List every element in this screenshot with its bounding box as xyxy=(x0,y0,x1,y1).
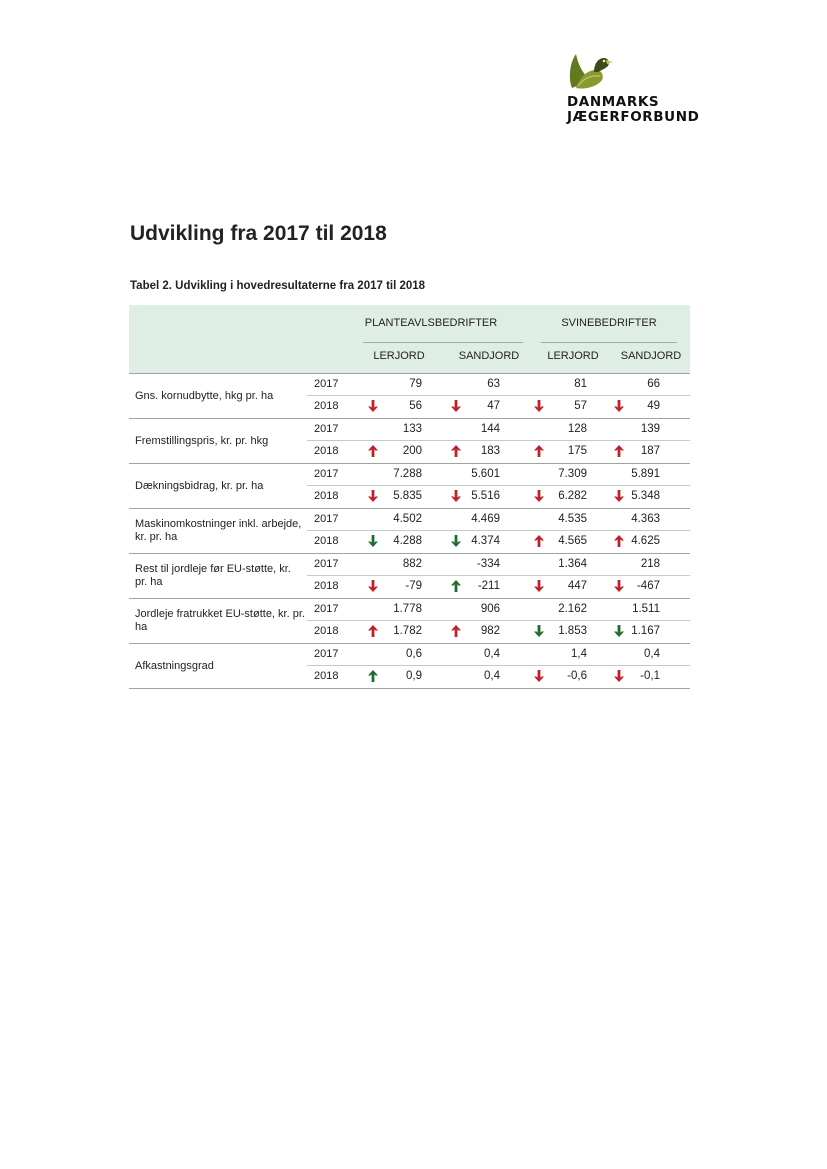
table-header xyxy=(129,305,690,373)
arrow-down-icon xyxy=(613,624,625,638)
trend-indicator xyxy=(533,444,545,458)
table-row xyxy=(307,486,690,508)
arrow-up-icon xyxy=(450,444,462,458)
table-row xyxy=(307,509,690,531)
arrow-down-icon xyxy=(367,534,379,548)
arrow-down-icon xyxy=(613,579,625,593)
subheader-sandjord-2: SANDJORD xyxy=(620,350,682,362)
trend-indicator xyxy=(450,444,462,458)
trend-indicator xyxy=(533,669,545,683)
value-cell: 4.565 xyxy=(558,535,587,547)
trend-indicator xyxy=(613,444,625,458)
value-cell: 1.853 xyxy=(558,625,587,637)
year-cell: 2018 xyxy=(314,490,339,502)
value-cell: 1,4 xyxy=(571,648,587,660)
table-row-group xyxy=(129,599,690,644)
brand-logo xyxy=(566,48,706,128)
group-header-svin: SVINEBEDRIFTER xyxy=(561,317,657,329)
year-cell: 2018 xyxy=(314,670,339,682)
value-cell: 66 xyxy=(647,378,660,390)
table-row xyxy=(307,464,690,486)
arrow-down-icon xyxy=(533,624,545,638)
year-cell: 2018 xyxy=(314,400,339,412)
value-cell: 5.891 xyxy=(631,468,660,480)
arrow-down-icon xyxy=(533,489,545,503)
brand-line-1: DANMARKS xyxy=(567,94,660,110)
trend-indicator xyxy=(533,489,545,503)
year-cell: 2017 xyxy=(314,648,339,660)
value-cell: -79 xyxy=(405,580,422,592)
value-cell: 187 xyxy=(640,445,660,457)
value-cell: 5.516 xyxy=(471,490,500,502)
arrow-up-icon xyxy=(450,579,462,593)
table-body xyxy=(129,373,690,689)
value-cell: 1.511 xyxy=(632,603,660,615)
trend-indicator xyxy=(450,579,462,593)
value-cell: 144 xyxy=(480,423,500,435)
arrow-up-icon xyxy=(613,444,625,458)
table-row xyxy=(307,644,690,666)
value-cell: 183 xyxy=(480,445,500,457)
table-row xyxy=(307,419,690,441)
value-cell: 56 xyxy=(409,400,422,412)
trend-indicator xyxy=(613,534,625,548)
row-label: Rest til jordleje før EU-støtte, kr. pr. ha xyxy=(135,563,291,588)
value-cell: 175 xyxy=(567,445,587,457)
trend-indicator xyxy=(613,489,625,503)
table-row-group xyxy=(129,419,690,464)
year-cell: 2018 xyxy=(314,535,339,547)
year-cell: 2017 xyxy=(314,513,339,525)
table-row xyxy=(307,666,690,688)
arrow-up-icon xyxy=(533,534,545,548)
row-label: Jordleje fratrukket EU-støtte, kr. pr. ha xyxy=(135,608,305,633)
value-cell: 7.309 xyxy=(558,468,587,480)
trend-indicator xyxy=(533,399,545,413)
arrow-up-icon xyxy=(533,444,545,458)
value-cell: 4.625 xyxy=(631,535,660,547)
table-row-group xyxy=(129,464,690,509)
value-cell: 0,4 xyxy=(484,670,500,682)
value-cell: 447 xyxy=(567,580,587,592)
page-title: Udvikling fra 2017 til 2018 xyxy=(130,222,387,245)
arrow-down-icon xyxy=(533,579,545,593)
year-cell: 2017 xyxy=(314,468,339,480)
table-row xyxy=(307,621,690,643)
row-label: Maskinomkostninger inkl. arbejde, kr. pr. ha xyxy=(135,518,302,543)
arrow-down-icon xyxy=(367,579,379,593)
value-cell: -0,1 xyxy=(640,670,660,682)
value-cell: 0,4 xyxy=(644,648,660,660)
group-underline xyxy=(363,342,523,343)
arrow-up-icon xyxy=(450,624,462,638)
table-row xyxy=(307,554,690,576)
value-cell: 4.535 xyxy=(558,513,587,525)
arrow-down-icon xyxy=(613,399,625,413)
value-cell: 81 xyxy=(574,378,587,390)
subheader-lerjord-1: LERJORD xyxy=(373,350,425,362)
value-cell: 4.363 xyxy=(631,513,660,525)
value-cell: 0,6 xyxy=(406,648,422,660)
trend-indicator xyxy=(533,624,545,638)
trend-indicator xyxy=(613,399,625,413)
arrow-down-icon xyxy=(533,399,545,413)
arrow-down-icon xyxy=(367,489,379,503)
table-row xyxy=(307,576,690,598)
value-cell: 133 xyxy=(402,423,422,435)
arrow-down-icon xyxy=(450,534,462,548)
arrow-down-icon xyxy=(613,669,625,683)
value-cell: 982 xyxy=(480,625,500,637)
trend-indicator xyxy=(613,579,625,593)
duck-logo-icon xyxy=(566,48,614,94)
value-cell: 5.348 xyxy=(631,490,660,502)
trend-indicator xyxy=(533,579,545,593)
trend-indicator xyxy=(367,444,379,458)
arrow-down-icon xyxy=(367,399,379,413)
value-cell: -0,6 xyxy=(567,670,587,682)
value-cell: 5.835 xyxy=(393,490,422,502)
value-cell: 47 xyxy=(487,400,500,412)
group-underline xyxy=(541,342,677,343)
value-cell: 0,9 xyxy=(406,670,422,682)
trend-indicator xyxy=(533,534,545,548)
arrow-down-icon xyxy=(450,399,462,413)
year-cell: 2018 xyxy=(314,580,339,592)
value-cell: 6.282 xyxy=(558,490,587,502)
value-cell: 200 xyxy=(402,445,422,457)
subheader-lerjord-2: LERJORD xyxy=(547,350,599,362)
value-cell: -211 xyxy=(477,580,500,592)
value-cell: 906 xyxy=(480,603,500,615)
value-cell: 49 xyxy=(647,400,660,412)
value-cell: 139 xyxy=(640,423,660,435)
year-cell: 2017 xyxy=(314,423,339,435)
value-cell: 57 xyxy=(574,400,587,412)
trend-indicator xyxy=(450,624,462,638)
year-cell: 2018 xyxy=(314,445,339,457)
trend-indicator xyxy=(450,534,462,548)
value-cell: 4.502 xyxy=(393,513,422,525)
value-cell: 2.162 xyxy=(558,603,587,615)
trend-indicator xyxy=(450,399,462,413)
arrow-up-icon xyxy=(367,444,379,458)
value-cell: 4.469 xyxy=(471,513,500,525)
value-cell: 63 xyxy=(487,378,500,390)
year-cell: 2017 xyxy=(314,378,339,390)
value-cell: 1.782 xyxy=(393,625,422,637)
value-cell: 4.374 xyxy=(471,535,500,547)
value-cell: -334 xyxy=(476,558,500,570)
table-row-group xyxy=(129,554,690,599)
row-label: Fremstillingspris, kr. pr. hkg xyxy=(135,434,269,447)
value-cell: 4.288 xyxy=(393,535,422,547)
trend-indicator xyxy=(450,489,462,503)
table-caption: Tabel 2. Udvikling i hovedresultaterne fra 2017 til 2018 xyxy=(130,280,426,292)
value-cell: 1.778 xyxy=(393,603,422,615)
value-cell: 882 xyxy=(402,558,422,570)
value-cell: 1.364 xyxy=(558,558,587,570)
trend-indicator xyxy=(367,534,379,548)
subheader-sandjord-1: SANDJORD xyxy=(458,350,520,362)
year-cell: 2017 xyxy=(314,603,339,615)
value-cell: 79 xyxy=(409,378,422,390)
value-cell: 5.601 xyxy=(471,468,500,480)
row-label: Afkastningsgrad xyxy=(135,659,214,672)
value-cell: 218 xyxy=(640,558,660,570)
value-cell: -467 xyxy=(636,580,660,592)
trend-indicator xyxy=(367,399,379,413)
value-cell: 1.167 xyxy=(631,625,660,637)
table-row-group xyxy=(129,644,690,689)
table-row xyxy=(307,396,690,418)
year-cell: 2017 xyxy=(314,558,339,570)
group-header-planteavl: PLANTEAVLSBEDRIFTER xyxy=(364,317,498,329)
year-cell: 2018 xyxy=(314,625,339,637)
arrow-up-icon xyxy=(367,624,379,638)
arrow-down-icon xyxy=(450,489,462,503)
arrow-up-icon xyxy=(613,534,625,548)
row-label: Dækningsbidrag, kr. pr. ha xyxy=(135,479,264,492)
brand-wordmark xyxy=(567,95,699,125)
brand-line-2: JÆGERFORBUND xyxy=(567,109,700,125)
arrow-up-icon xyxy=(367,669,379,683)
value-cell: 0,4 xyxy=(484,648,500,660)
row-label: Gns. kornudbytte, hkg pr. ha xyxy=(135,389,274,402)
arrow-down-icon xyxy=(613,489,625,503)
table-row xyxy=(307,441,690,463)
value-cell: 128 xyxy=(567,423,587,435)
arrow-down-icon xyxy=(533,669,545,683)
table-row xyxy=(307,374,690,396)
table-row xyxy=(307,531,690,553)
table-row-group xyxy=(129,509,690,554)
trend-indicator xyxy=(613,669,625,683)
trend-indicator xyxy=(613,624,625,638)
trend-indicator xyxy=(367,579,379,593)
table-row xyxy=(307,599,690,621)
trend-indicator xyxy=(367,489,379,503)
table-row-group xyxy=(129,373,690,419)
trend-indicator xyxy=(367,669,379,683)
trend-indicator xyxy=(367,624,379,638)
value-cell: 7.288 xyxy=(393,468,422,480)
results-table xyxy=(129,305,690,689)
